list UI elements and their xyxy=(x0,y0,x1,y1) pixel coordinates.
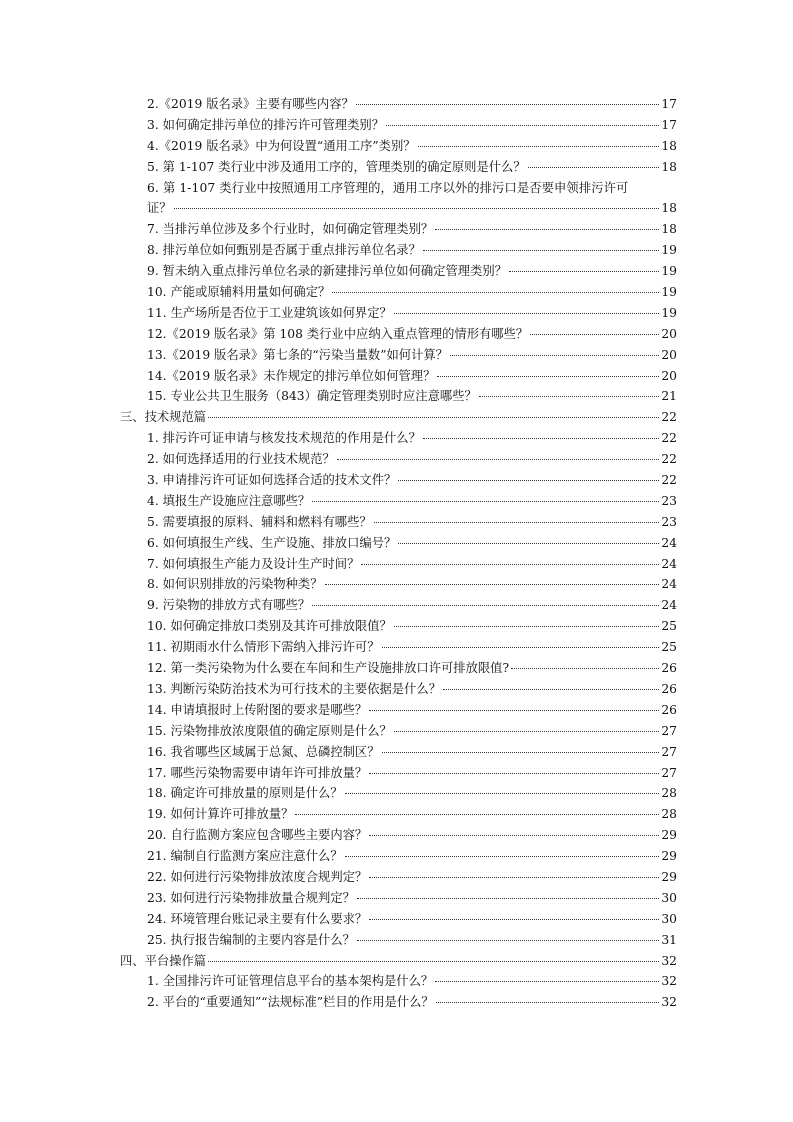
dot-leader xyxy=(418,146,660,147)
toc-entry[interactable] xyxy=(0,261,677,282)
toc-page-number: 23 xyxy=(661,514,677,529)
dot-leader xyxy=(382,647,660,648)
toc-page-number: 22 xyxy=(661,452,677,467)
toc-entry[interactable] xyxy=(0,616,677,637)
toc-page-number: 18 xyxy=(661,159,677,174)
toc-entry[interactable] xyxy=(0,324,677,345)
dot-leader xyxy=(511,668,659,669)
toc-page-number: 26 xyxy=(661,661,677,676)
toc-entry[interactable] xyxy=(0,721,677,742)
dot-leader xyxy=(437,376,659,377)
toc-entry-title: 2. 平台的“重要通知”“法规标准”栏目的作用是什么？ xyxy=(147,995,434,1010)
dot-leader xyxy=(208,961,659,962)
dot-leader xyxy=(386,125,659,126)
toc-entry-title: 11. 生产场所是否位于工业建筑该如何界定？ xyxy=(147,305,392,320)
dot-leader xyxy=(332,292,659,293)
toc-entry[interactable] xyxy=(0,533,677,554)
table-of-contents xyxy=(0,94,793,1013)
dot-leader xyxy=(509,271,659,272)
toc-entry-title: 6. 第 1-107 类行业中按照通用工序管理的，通用工序以外的排污口是否要申领排污许可 xyxy=(147,180,629,195)
toc-entry-title: 24. 环境管理台账记录主要有什么要求？ xyxy=(147,911,368,926)
toc-entry-title-continued: 证？ xyxy=(147,201,172,216)
toc-page-number: 32 xyxy=(661,995,677,1010)
toc-page-number: 29 xyxy=(661,828,677,843)
dot-leader xyxy=(369,877,659,878)
toc-entry[interactable] xyxy=(0,428,677,449)
toc-entry-title: 13. 判断污染防治技术为可行技术的主要依据是什么？ xyxy=(147,681,441,696)
dot-leader xyxy=(398,480,659,481)
toc-page-number: 18 xyxy=(661,222,677,237)
toc-entry[interactable] xyxy=(0,679,677,700)
toc-entry[interactable] xyxy=(0,992,677,1013)
toc-page-number: 20 xyxy=(661,368,677,383)
toc-entry[interactable] xyxy=(0,157,677,178)
toc-entry[interactable] xyxy=(0,846,677,867)
toc-page-number: 22 xyxy=(661,431,677,446)
toc-page-number: 29 xyxy=(661,869,677,884)
toc-page-number: 19 xyxy=(661,305,677,320)
toc-page-number: 24 xyxy=(661,556,677,571)
toc-entry[interactable] xyxy=(0,366,677,387)
toc-entry-title: 21. 编制自行监测方案应注意什么？ xyxy=(147,849,343,864)
toc-entry-title: 4.《2019 版名录》中为何设置“通用工序”类别？ xyxy=(147,138,416,153)
dot-leader xyxy=(174,208,660,209)
toc-page-number: 22 xyxy=(661,473,677,488)
toc-entry[interactable] xyxy=(0,219,677,240)
toc-entry[interactable] xyxy=(0,449,677,470)
dot-leader xyxy=(528,167,660,168)
toc-page-number: 27 xyxy=(661,723,677,738)
dot-leader xyxy=(450,355,659,356)
toc-entry-title: 3. 申请排污许可证如何选择合适的技术文件？ xyxy=(147,473,397,488)
toc-section-heading[interactable] xyxy=(0,951,677,972)
toc-entry[interactable] xyxy=(0,658,677,679)
toc-page-number: 31 xyxy=(661,932,677,947)
toc-entry[interactable] xyxy=(0,470,677,491)
toc-entry-title: 12.《2019 版名录》第 108 类行业中应纳入重点管理的情形有哪些？ xyxy=(147,326,529,341)
toc-entry[interactable] xyxy=(0,909,677,930)
toc-entry-title: 19. 如何计算许可排放量？ xyxy=(147,807,294,822)
toc-entry[interactable] xyxy=(0,700,677,721)
toc-entry[interactable] xyxy=(0,930,677,951)
toc-page-number: 28 xyxy=(661,807,677,822)
toc-entry[interactable] xyxy=(0,115,677,136)
toc-page-number: 20 xyxy=(661,326,677,341)
dot-leader xyxy=(443,689,659,690)
toc-entry[interactable] xyxy=(0,386,677,407)
toc-entry-title: 10. 产能或原辅料用量如何确定？ xyxy=(147,285,331,300)
toc-entry-title: 9. 污染物的排放方式有哪些？ xyxy=(147,598,311,613)
toc-page-number: 20 xyxy=(661,347,677,362)
toc-entry[interactable] xyxy=(0,595,677,616)
toc-entry[interactable] xyxy=(0,282,677,303)
toc-section-heading[interactable] xyxy=(0,407,677,428)
dot-leader xyxy=(356,104,660,105)
toc-entry-title: 1. 全国排污许可证管理信息平台的基本架构是什么？ xyxy=(147,974,434,989)
toc-section-title: 三、技术规范篇 xyxy=(120,410,207,425)
dot-leader xyxy=(436,1002,660,1003)
dot-leader xyxy=(479,396,660,397)
toc-page-number: 32 xyxy=(661,953,677,968)
toc-entry-title: 22. 如何进行污染物排放浓度合规判定？ xyxy=(147,869,368,884)
toc-entry[interactable] xyxy=(0,240,677,261)
toc-entry-title: 4. 填报生产设施应注意哪些？ xyxy=(147,493,311,508)
toc-page-number: 28 xyxy=(661,786,677,801)
dot-leader xyxy=(369,919,659,920)
toc-entry[interactable] xyxy=(0,971,677,992)
dot-leader xyxy=(369,710,659,711)
toc-entry[interactable] xyxy=(0,491,677,512)
dot-leader xyxy=(295,814,659,815)
toc-entry-continuation[interactable] xyxy=(0,198,677,219)
dot-leader xyxy=(369,773,659,774)
toc-entry-title: 14.《2019 版名录》未作规定的排污单位如何管理？ xyxy=(147,368,436,383)
dot-leader xyxy=(374,522,660,523)
dot-leader xyxy=(345,793,660,794)
toc-page-number: 25 xyxy=(661,619,677,634)
toc-page-number: 24 xyxy=(661,598,677,613)
toc-entry[interactable] xyxy=(0,345,677,366)
toc-entry[interactable] xyxy=(0,763,677,784)
dot-leader xyxy=(530,334,659,335)
toc-entry-title: 5. 第 1-107 类行业中涉及通用工序的，管理类别的确定原则是什么？ xyxy=(147,159,526,174)
toc-page-number: 19 xyxy=(661,285,677,300)
toc-page-number: 32 xyxy=(661,974,677,989)
toc-entry[interactable] xyxy=(0,637,677,658)
toc-page-number: 19 xyxy=(661,264,677,279)
toc-section-title: 四、平台操作篇 xyxy=(120,953,207,968)
dot-leader xyxy=(394,626,660,627)
toc-entry[interactable] xyxy=(0,888,677,909)
toc-entry-title: 16. 我省哪些区域属于总氮、总磷控制区？ xyxy=(147,744,380,759)
toc-entry-title: 14. 申请填报时上传附图的要求是哪些？ xyxy=(147,702,368,717)
toc-entry-title: 15. 专业公共卫生服务（843）确定管理类别时应注意哪些？ xyxy=(147,389,477,404)
dot-leader xyxy=(423,438,659,439)
dot-leader xyxy=(325,584,660,585)
dot-leader xyxy=(369,835,659,836)
dot-leader xyxy=(382,752,660,753)
dot-leader xyxy=(394,731,660,732)
toc-entry-title: 5. 需要填报的原料、辅料和燃料有哪些？ xyxy=(147,514,372,529)
toc-page-number: 23 xyxy=(661,493,677,508)
toc-entry-title: 7. 当排污单位涉及多个行业时，如何确定管理类别？ xyxy=(147,222,434,237)
toc-entry[interactable] xyxy=(0,303,677,324)
toc-entry-title: 12. 第一类污染物为什么要在车间和生产设施排放口许可排放限值? xyxy=(147,661,510,676)
toc-entry-title: 7. 如何填报生产能力及设计生产时间？ xyxy=(147,556,360,571)
dot-leader xyxy=(435,981,659,982)
toc-entry-title: 23. 如何进行污染物排放量合规判定？ xyxy=(147,890,355,905)
toc-entry-title: 25. 执行报告编制的主要内容是什么？ xyxy=(147,932,355,947)
toc-entry-title: 2.《2019 版名录》主要有哪些内容？ xyxy=(147,97,354,111)
toc-page-number: 27 xyxy=(661,765,677,780)
toc-entry[interactable] xyxy=(0,867,677,888)
toc-entry[interactable] xyxy=(0,783,677,804)
toc-entry-title: 11. 初期雨水什么情形下需纳入排污许可？ xyxy=(147,640,380,655)
toc-page-number: 26 xyxy=(661,681,677,696)
toc-entry-title: 20. 自行监测方案应包含哪些主要内容？ xyxy=(147,828,368,843)
toc-entry[interactable] xyxy=(0,512,677,533)
toc-entry[interactable] xyxy=(0,554,677,575)
toc-entry-title: 18. 确定许可排放量的原则是什么？ xyxy=(147,786,343,801)
dot-leader xyxy=(398,543,659,544)
toc-entry[interactable] xyxy=(0,94,677,115)
dot-leader xyxy=(345,856,660,857)
toc-entry[interactable] xyxy=(0,136,677,157)
toc-entry-title: 8. 排污单位如何甄别是否属于重点排污单位名录？ xyxy=(147,243,421,258)
toc-entry-title: 3. 如何确定排污单位的排污许可管理类别？ xyxy=(147,117,384,132)
toc-entry-title: 6. 如何填报生产线、生产设施、排放口编号？ xyxy=(147,535,397,550)
toc-page-number: 18 xyxy=(661,201,677,216)
dot-leader xyxy=(337,459,660,460)
toc-entry-title: 15. 污染物排放浓度限值的确定原则是什么？ xyxy=(147,723,392,738)
toc-page-number: 26 xyxy=(661,702,677,717)
toc-page-number: 18 xyxy=(661,138,677,153)
toc-entry-title: 9. 暂未纳入重点排污单位名录的新建排污单位如何确定管理类别？ xyxy=(147,264,507,279)
dot-leader xyxy=(394,313,660,314)
dot-leader xyxy=(208,417,659,418)
toc-page-number: 22 xyxy=(661,410,677,425)
toc-page-number: 27 xyxy=(661,744,677,759)
dot-leader xyxy=(435,229,659,230)
toc-entry-title: 2. 如何选择适用的行业技术规范？ xyxy=(147,452,335,467)
dot-leader xyxy=(312,501,659,502)
toc-entry-title: 13.《2019 版名录》第七条的“污染当量数”如何计算？ xyxy=(147,347,448,362)
dot-leader xyxy=(357,940,659,941)
toc-page-number: 25 xyxy=(661,640,677,655)
toc-page-number: 17 xyxy=(661,97,677,111)
toc-page-number: 19 xyxy=(661,243,677,258)
toc-page-number: 29 xyxy=(661,849,677,864)
toc-entry-title: 17. 哪些污染物需要申请年许可排放量？ xyxy=(147,765,368,780)
toc-entry-title: 1. 排污许可证申请与核发技术规范的作用是什么？ xyxy=(147,431,421,446)
toc-entry[interactable] xyxy=(0,574,677,595)
toc-entry[interactable] xyxy=(0,178,677,199)
toc-page-number: 30 xyxy=(661,890,677,905)
toc-entry[interactable] xyxy=(0,804,677,825)
toc-page-number: 24 xyxy=(661,577,677,592)
dot-leader xyxy=(361,564,659,565)
dot-leader xyxy=(312,605,659,606)
toc-entry-title: 8. 如何识别排放的污染物种类？ xyxy=(147,577,323,592)
toc-page-number: 24 xyxy=(661,535,677,550)
toc-entry[interactable] xyxy=(0,742,677,763)
dot-leader xyxy=(423,250,659,251)
toc-page-number: 21 xyxy=(661,389,677,404)
toc-page-number: 30 xyxy=(661,911,677,926)
dot-leader xyxy=(357,898,659,899)
toc-page-number: 17 xyxy=(661,117,677,132)
toc-entry[interactable] xyxy=(0,825,677,846)
toc-entry-title: 10. 如何确定排放口类别及其许可排放限值？ xyxy=(147,619,392,634)
